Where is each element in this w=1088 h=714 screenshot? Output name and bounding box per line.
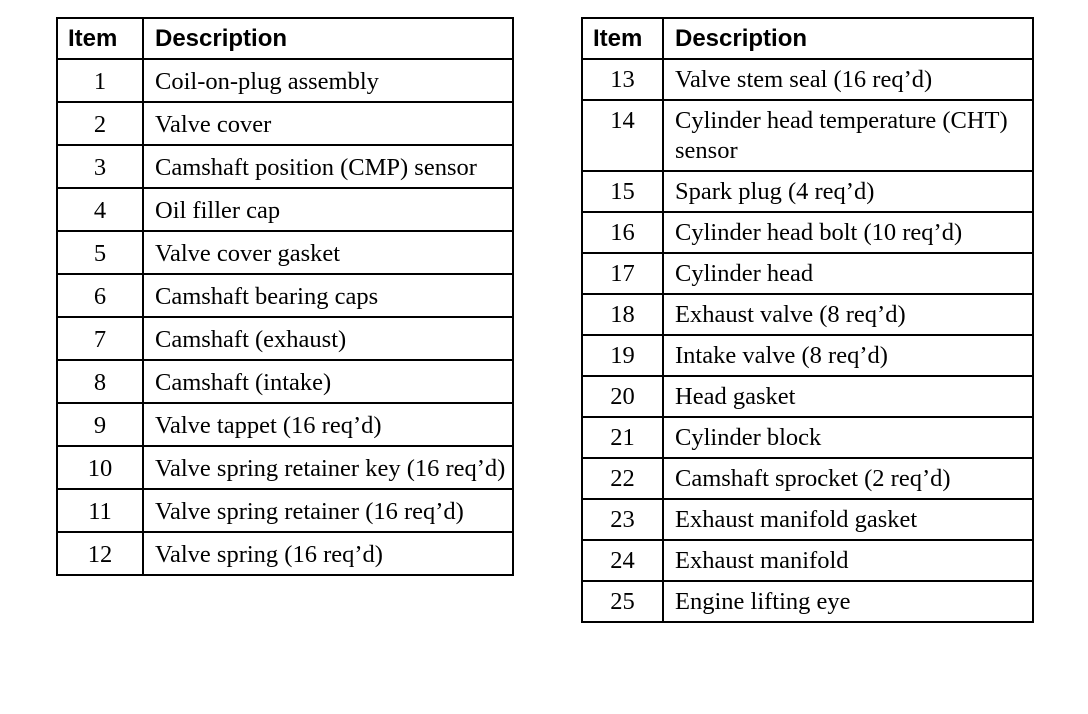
item-number: 20 (582, 376, 663, 417)
item-description: Cylinder head temperature (CHT) sensor (663, 100, 1033, 171)
item-number: 11 (57, 489, 143, 532)
item-description: Camshaft (exhaust) (143, 317, 513, 360)
table-row (582, 376, 1033, 417)
item-description: Coil-on-plug assembly (143, 59, 513, 102)
item-description: Engine lifting eye (663, 581, 1033, 622)
item-number: 2 (57, 102, 143, 145)
item-description: Valve spring (16 req’d) (143, 532, 513, 575)
item-number: 14 (582, 100, 663, 171)
table-row (582, 59, 1033, 100)
item-number: 25 (582, 581, 663, 622)
item-number: 16 (582, 212, 663, 253)
parts-table-left (56, 17, 514, 576)
parts-table-right (581, 17, 1034, 623)
item-number: 10 (57, 446, 143, 489)
item-number: 8 (57, 360, 143, 403)
item-number: 1 (57, 59, 143, 102)
item-number: 4 (57, 188, 143, 231)
table-row (57, 489, 513, 532)
item-description: Camshaft position (CMP) sensor (143, 145, 513, 188)
item-number: 12 (57, 532, 143, 575)
table-row (57, 231, 513, 274)
item-description: Spark plug (4 req’d) (663, 171, 1033, 212)
table-row (582, 253, 1033, 294)
item-description: Intake valve (8 req’d) (663, 335, 1033, 376)
table-header-row (582, 18, 1033, 59)
item-number: 3 (57, 145, 143, 188)
item-description: Camshaft bearing caps (143, 274, 513, 317)
item-description: Cylinder block (663, 417, 1033, 458)
table-row (57, 59, 513, 102)
table-row (582, 335, 1033, 376)
table-row (57, 188, 513, 231)
item-description: Exhaust manifold (663, 540, 1033, 581)
item-number: 9 (57, 403, 143, 446)
item-column-header: Item (57, 18, 143, 59)
table-row (57, 532, 513, 575)
table-row (57, 446, 513, 489)
item-description: Cylinder head bolt (10 req’d) (663, 212, 1033, 253)
table-row (582, 499, 1033, 540)
item-number: 17 (582, 253, 663, 294)
table-row (57, 274, 513, 317)
table-header-row (57, 18, 513, 59)
table-row (57, 360, 513, 403)
item-description: Oil filler cap (143, 188, 513, 231)
table-row (582, 100, 1033, 171)
item-description: Valve spring retainer key (16 req’d) (143, 446, 513, 489)
item-number: 13 (582, 59, 663, 100)
item-description: Cylinder head (663, 253, 1033, 294)
table-row (582, 581, 1033, 622)
item-number: 7 (57, 317, 143, 360)
item-number: 22 (582, 458, 663, 499)
item-number: 24 (582, 540, 663, 581)
table-row (582, 458, 1033, 499)
table-row (582, 540, 1033, 581)
table-row (582, 417, 1033, 458)
item-number: 19 (582, 335, 663, 376)
item-description: Valve cover gasket (143, 231, 513, 274)
description-column-header: Description (663, 18, 1033, 59)
table-row (582, 171, 1033, 212)
item-number: 23 (582, 499, 663, 540)
item-column-header: Item (582, 18, 663, 59)
item-description: Camshaft sprocket (2 req’d) (663, 458, 1033, 499)
item-description: Valve spring retainer (16 req’d) (143, 489, 513, 532)
table-row (57, 317, 513, 360)
item-description: Exhaust manifold gasket (663, 499, 1033, 540)
table-row (582, 212, 1033, 253)
item-description: Head gasket (663, 376, 1033, 417)
table-row (57, 403, 513, 446)
item-number: 15 (582, 171, 663, 212)
item-description: Valve stem seal (16 req’d) (663, 59, 1033, 100)
item-number: 5 (57, 231, 143, 274)
item-number: 18 (582, 294, 663, 335)
description-column-header: Description (143, 18, 513, 59)
item-number: 6 (57, 274, 143, 317)
item-description: Camshaft (intake) (143, 360, 513, 403)
item-description: Valve cover (143, 102, 513, 145)
item-number: 21 (582, 417, 663, 458)
table-row (57, 102, 513, 145)
table-row (582, 294, 1033, 335)
table-row (57, 145, 513, 188)
item-description: Valve tappet (16 req’d) (143, 403, 513, 446)
item-description: Exhaust valve (8 req’d) (663, 294, 1033, 335)
